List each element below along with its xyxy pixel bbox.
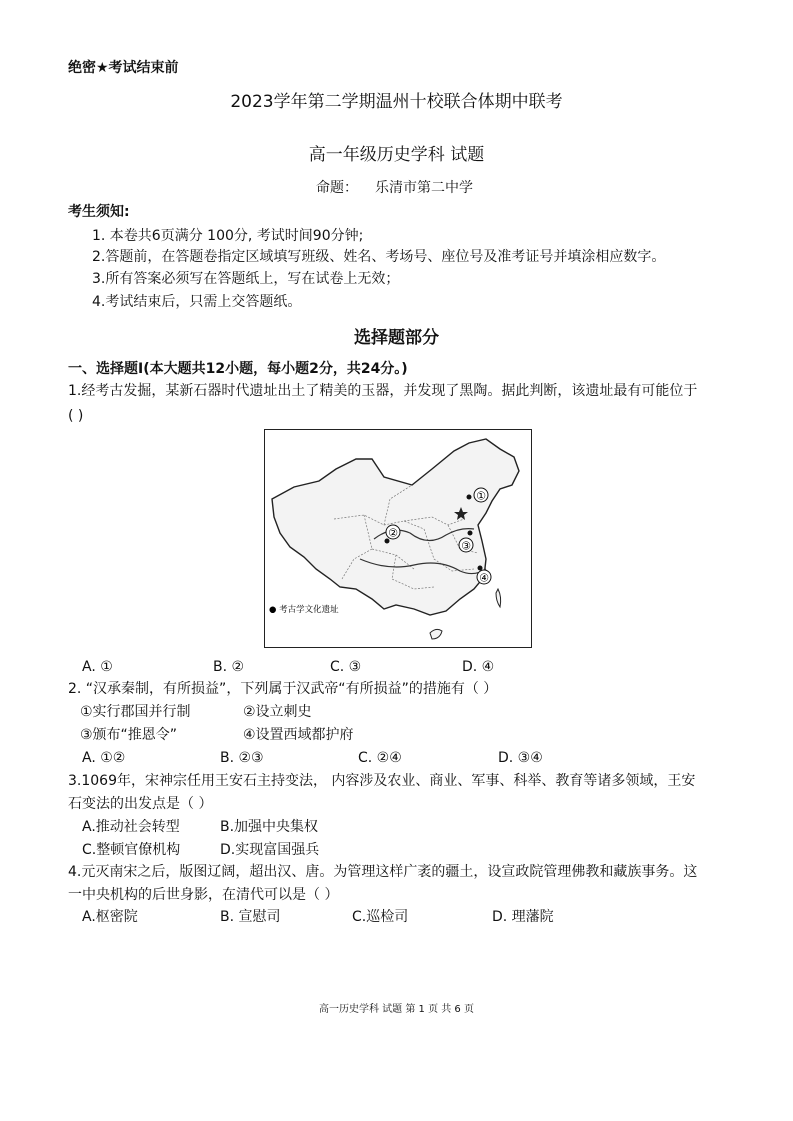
q2-item-1: ①实行郡国并行制 xyxy=(80,704,191,720)
question-2-stem: 2. “汉承秦制，有所损益”，下列属于汉武帝“有所损益”的措施有（ ） xyxy=(68,681,498,697)
notice-item: 3.所有答案必须写在答题纸上，写在试卷上无效； xyxy=(92,271,400,287)
notice-item: 1. 本卷共6页满分 100分, 考试时间90分钟; xyxy=(92,228,364,244)
question-3-line-1: 3.1069年，宋神宗任用王安石主持变法， 内容涉及农业、商业、军事、科举、教育等诸多领域，王安 xyxy=(68,773,696,789)
part-heading: 一、选择题Ⅰ(本大题共12小题，每小题2分，共24分。) xyxy=(68,361,408,377)
notice-heading: 考生须知: xyxy=(68,204,130,220)
site-label-3: ③ xyxy=(461,539,471,553)
map-legend: ● 考古学文化遗址 xyxy=(269,605,339,615)
q2-item-3: ③颁布“推恩令” xyxy=(80,727,178,743)
q2-option-c: C. ②④ xyxy=(358,750,402,766)
q1-option-c: C. ③ xyxy=(330,659,362,675)
q3-option-a: A.推动社会转型 xyxy=(82,819,180,835)
question-4-line-1: 4.元灭南宋之后，版图辽阔，超出汉、唐。为管理这样广袤的疆土，设宣政院管理佛教和藏族事务。这 xyxy=(68,864,698,880)
question-4-line-2: 一中央机构的后世身影，在清代可以是（ ） xyxy=(68,887,339,903)
q2-option-b: B. ②③ xyxy=(220,750,264,766)
question-1-line-2: ( ) xyxy=(68,408,84,424)
q2-option-d: D. ③④ xyxy=(498,750,543,766)
page-footer: 高一历史学科 试题 第 1 页 共 6 页 xyxy=(319,1004,474,1015)
site-dot xyxy=(467,495,472,500)
author-label: 命题： xyxy=(316,180,358,196)
site-label-2: ② xyxy=(388,526,398,540)
question-1-line-1: 1.经考古发掘，某新石器时代遗址出土了精美的玉器，并发现了黑陶。据此判断，该遗址最有可能位于 xyxy=(68,383,698,399)
q1-option-d: D. ④ xyxy=(462,659,495,675)
q2-item-4: ④设置西域都护府 xyxy=(243,727,354,743)
q1-option-a: A. ① xyxy=(82,659,113,675)
site-dot xyxy=(468,531,473,536)
q3-option-b: B.加强中央集权 xyxy=(220,819,319,835)
exam-title: 2023学年第二学期温州十校联合体期中联考 xyxy=(230,92,563,112)
notice-item: 4.考试结束后，只需上交答题纸。 xyxy=(92,294,302,310)
exam-subtitle: 高一年级历史学科 试题 xyxy=(308,145,485,165)
china-map-figure xyxy=(264,429,532,648)
q4-option-a: A.枢密院 xyxy=(82,909,138,925)
confidential-mark: 绝密★考试结束前 xyxy=(68,60,179,76)
q3-option-d: D.实现富国强兵 xyxy=(220,842,320,858)
q1-option-b: B. ② xyxy=(213,659,245,675)
q4-option-b: B. 宣慰司 xyxy=(220,909,281,925)
section-title: 选择题部分 xyxy=(354,328,439,348)
site-dot xyxy=(478,566,483,571)
site-label-4: ④ xyxy=(479,571,489,585)
q3-option-c: C.整顿官僚机构 xyxy=(82,842,181,858)
question-3-line-2: 石变法的出发点是（ ） xyxy=(68,796,213,812)
site-label-1: ① xyxy=(476,489,486,503)
q4-option-c: C.巡检司 xyxy=(352,909,409,925)
notice-item: 2.答题前，在答题卷指定区域填写班级、姓名、考场号、座位号及准考证号并填涂相应数字。 xyxy=(92,249,666,265)
q2-option-a: A. ①② xyxy=(82,750,126,766)
author-school: 乐清市第二中学 xyxy=(375,180,473,196)
q4-option-d: D. 理藩院 xyxy=(492,909,554,925)
q2-item-2: ②设立刺史 xyxy=(243,704,312,720)
